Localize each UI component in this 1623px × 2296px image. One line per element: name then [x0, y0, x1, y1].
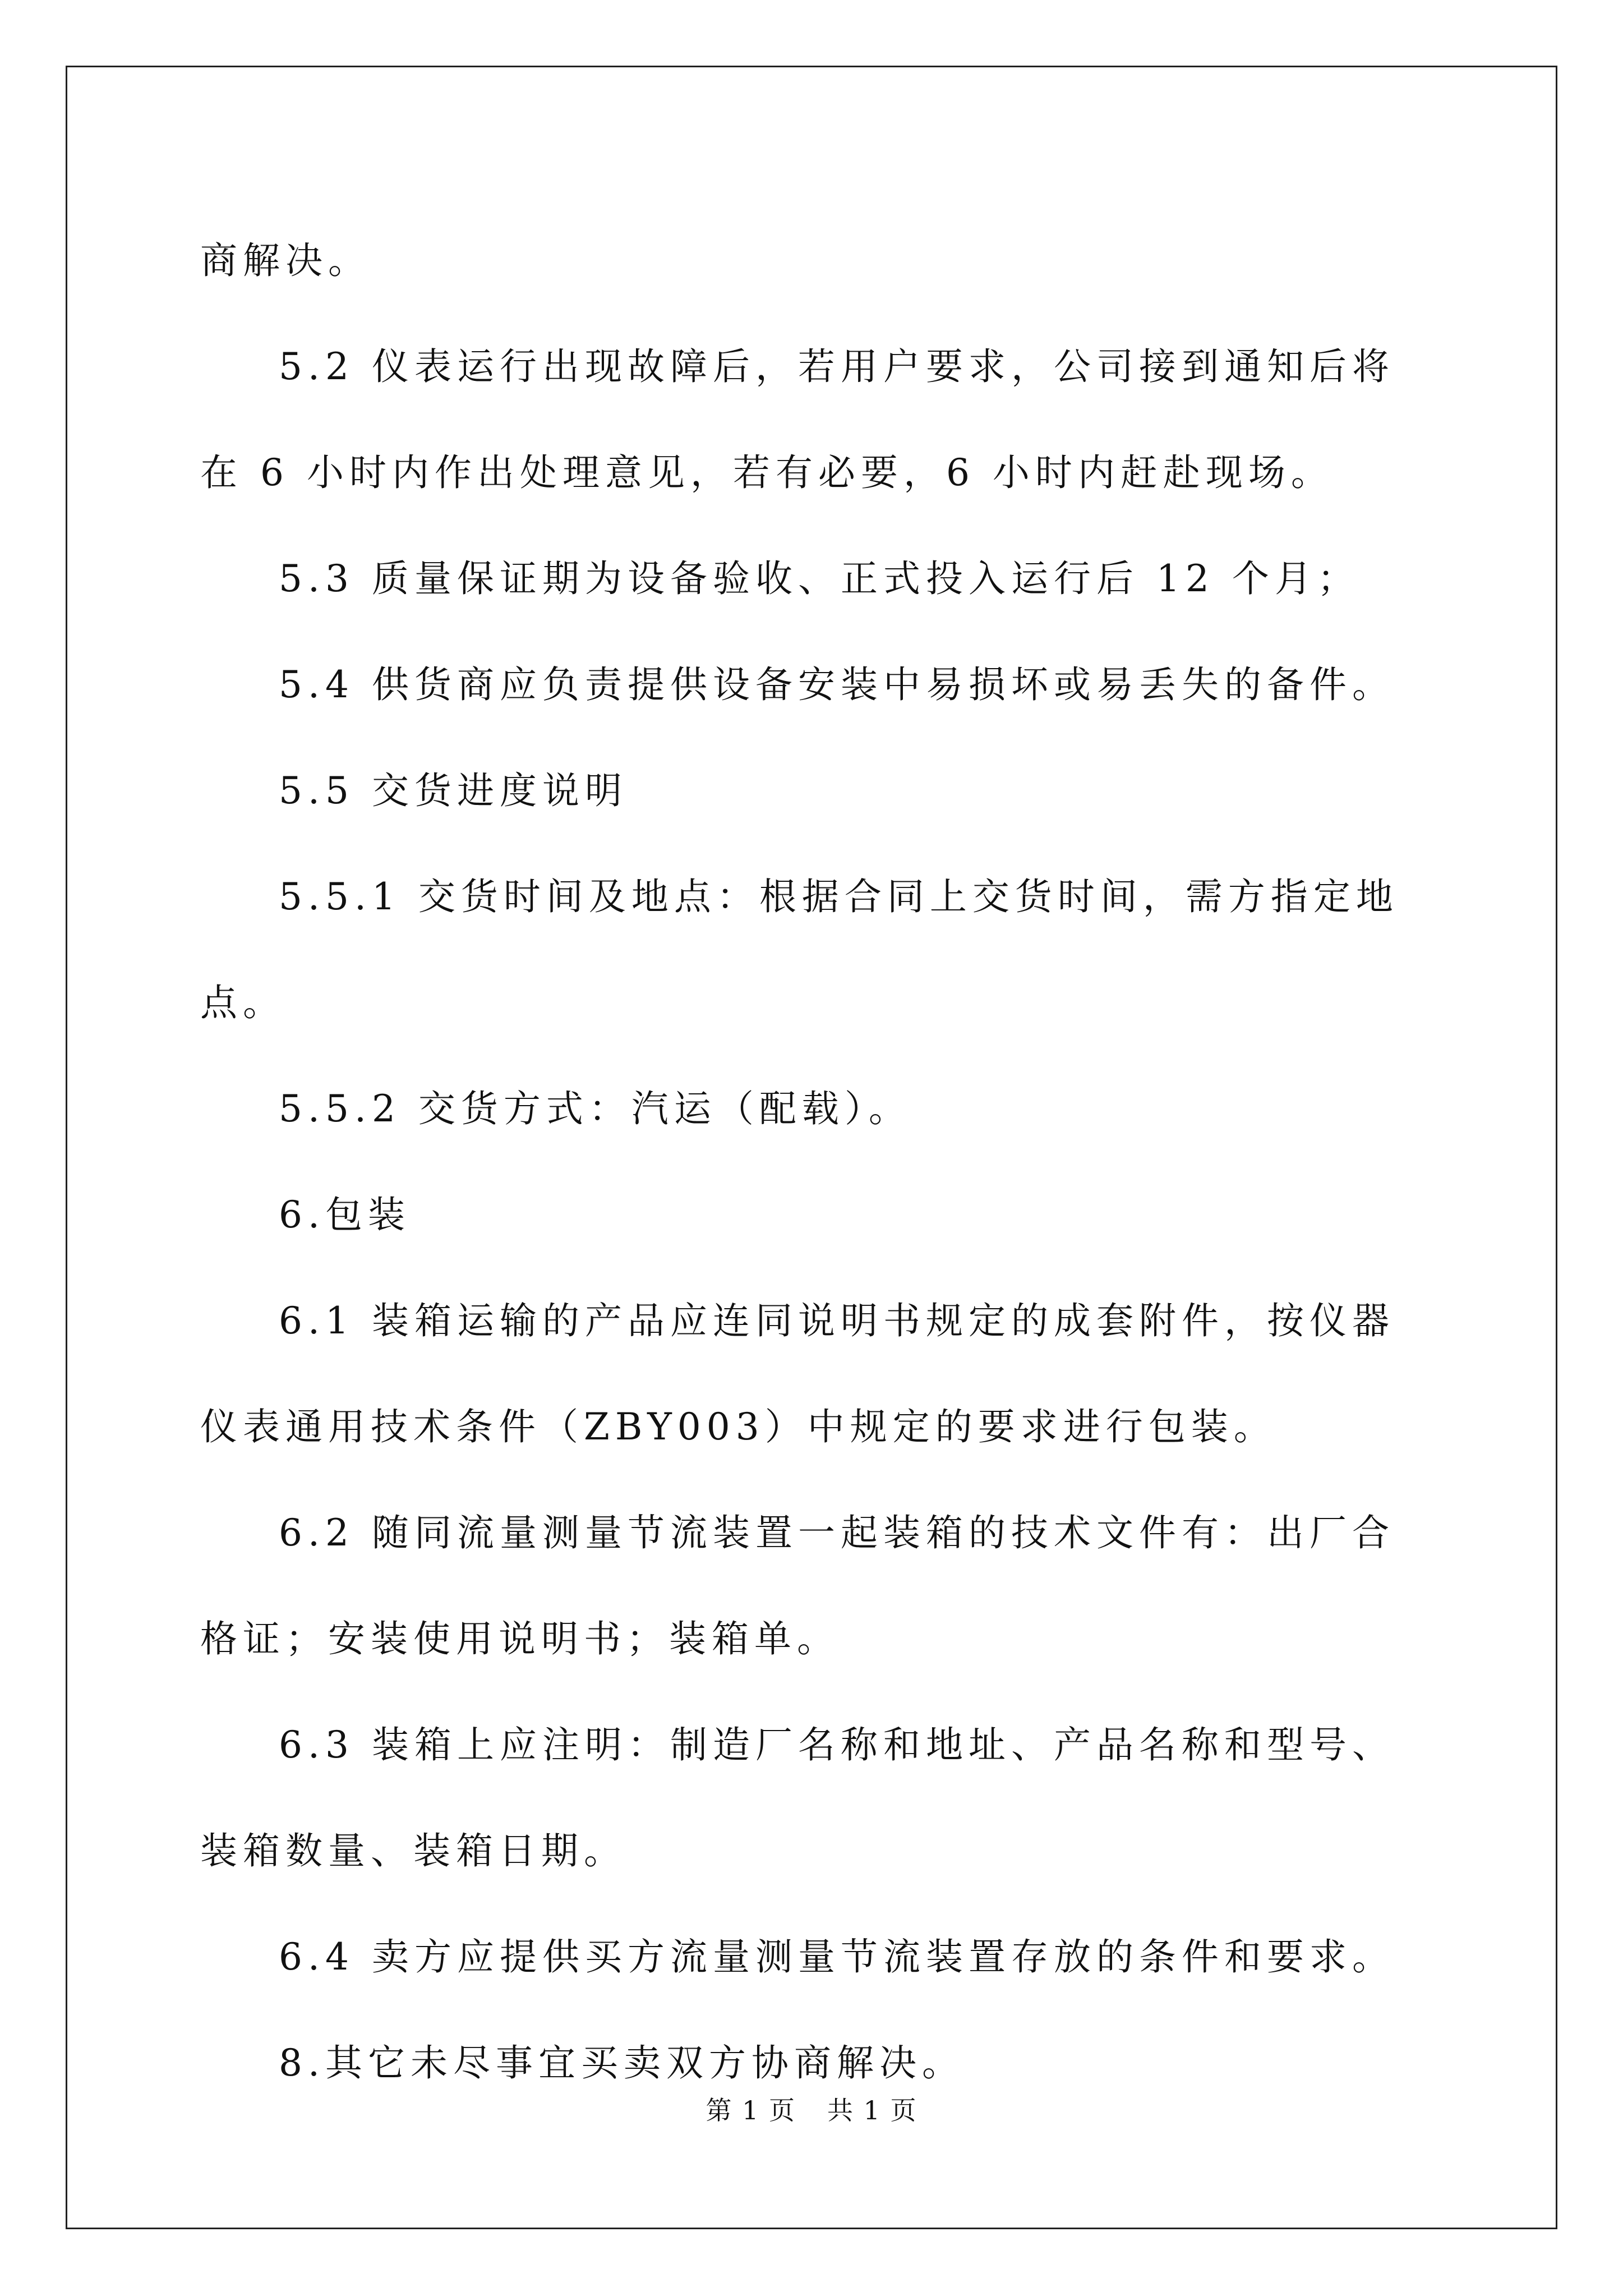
paragraph-8: 8.其它未尽事宜买卖双方协商解决。 — [279, 2041, 965, 2085]
paragraph-5-4: 5.4 供货商应负责提供设备安装中易损坏或易丢失的备件。 — [279, 663, 1395, 706]
paragraph-6-3: 6.3 装箱上应注明：制造厂名称和地址、产品名称和型号、装箱数量、装箱日期。 — [200, 1723, 1395, 1872]
paragraph-6-2: 6.2 随同流量测量节流装置一起装箱的技术文件有：出厂合格证；安装使用说明书；装箱单。 — [200, 1511, 1395, 1660]
paragraph-continuation: 商解决。 — [200, 239, 371, 282]
paragraph-5-5: 5.5 交货进度说明 — [279, 769, 628, 812]
paragraph-5-5-2: 5.5.2 交货方式：汽运（配载）。 — [279, 1087, 911, 1130]
paragraph-6-1: 6.1 装箱运输的产品应连同说明书规定的成套附件，按仪器仪表通用技术条件（ZBY003）中规定的要求进行包装。 — [200, 1299, 1395, 1448]
paragraph-6-4: 6.4 卖方应提供买方流量测量节流装置存放的条件和要求。 — [279, 1935, 1395, 1978]
page-footer — [0, 2090, 1623, 2127]
page-total: 共 1 页 — [827, 2095, 917, 2125]
page-number: 第 1 页 — [706, 2095, 796, 2125]
heading-6-packaging: 6.包装 — [279, 1193, 411, 1236]
paragraph-5-3: 5.3 质量保证期为设备验收、正式投入运行后 12 个月； — [279, 557, 1360, 600]
paragraph-5-2: 5.2 仪表运行出现故障后，若用户要求，公司接到通知后将在 6 小时内作出处理意见，若有必要，6 小时内赶赴现场。 — [200, 345, 1395, 494]
paragraph-5-5-1: 5.5.1 交货时间及地点：根据合同上交货时间，需方指定地点。 — [200, 875, 1399, 1024]
document-body — [200, 208, 1434, 2116]
